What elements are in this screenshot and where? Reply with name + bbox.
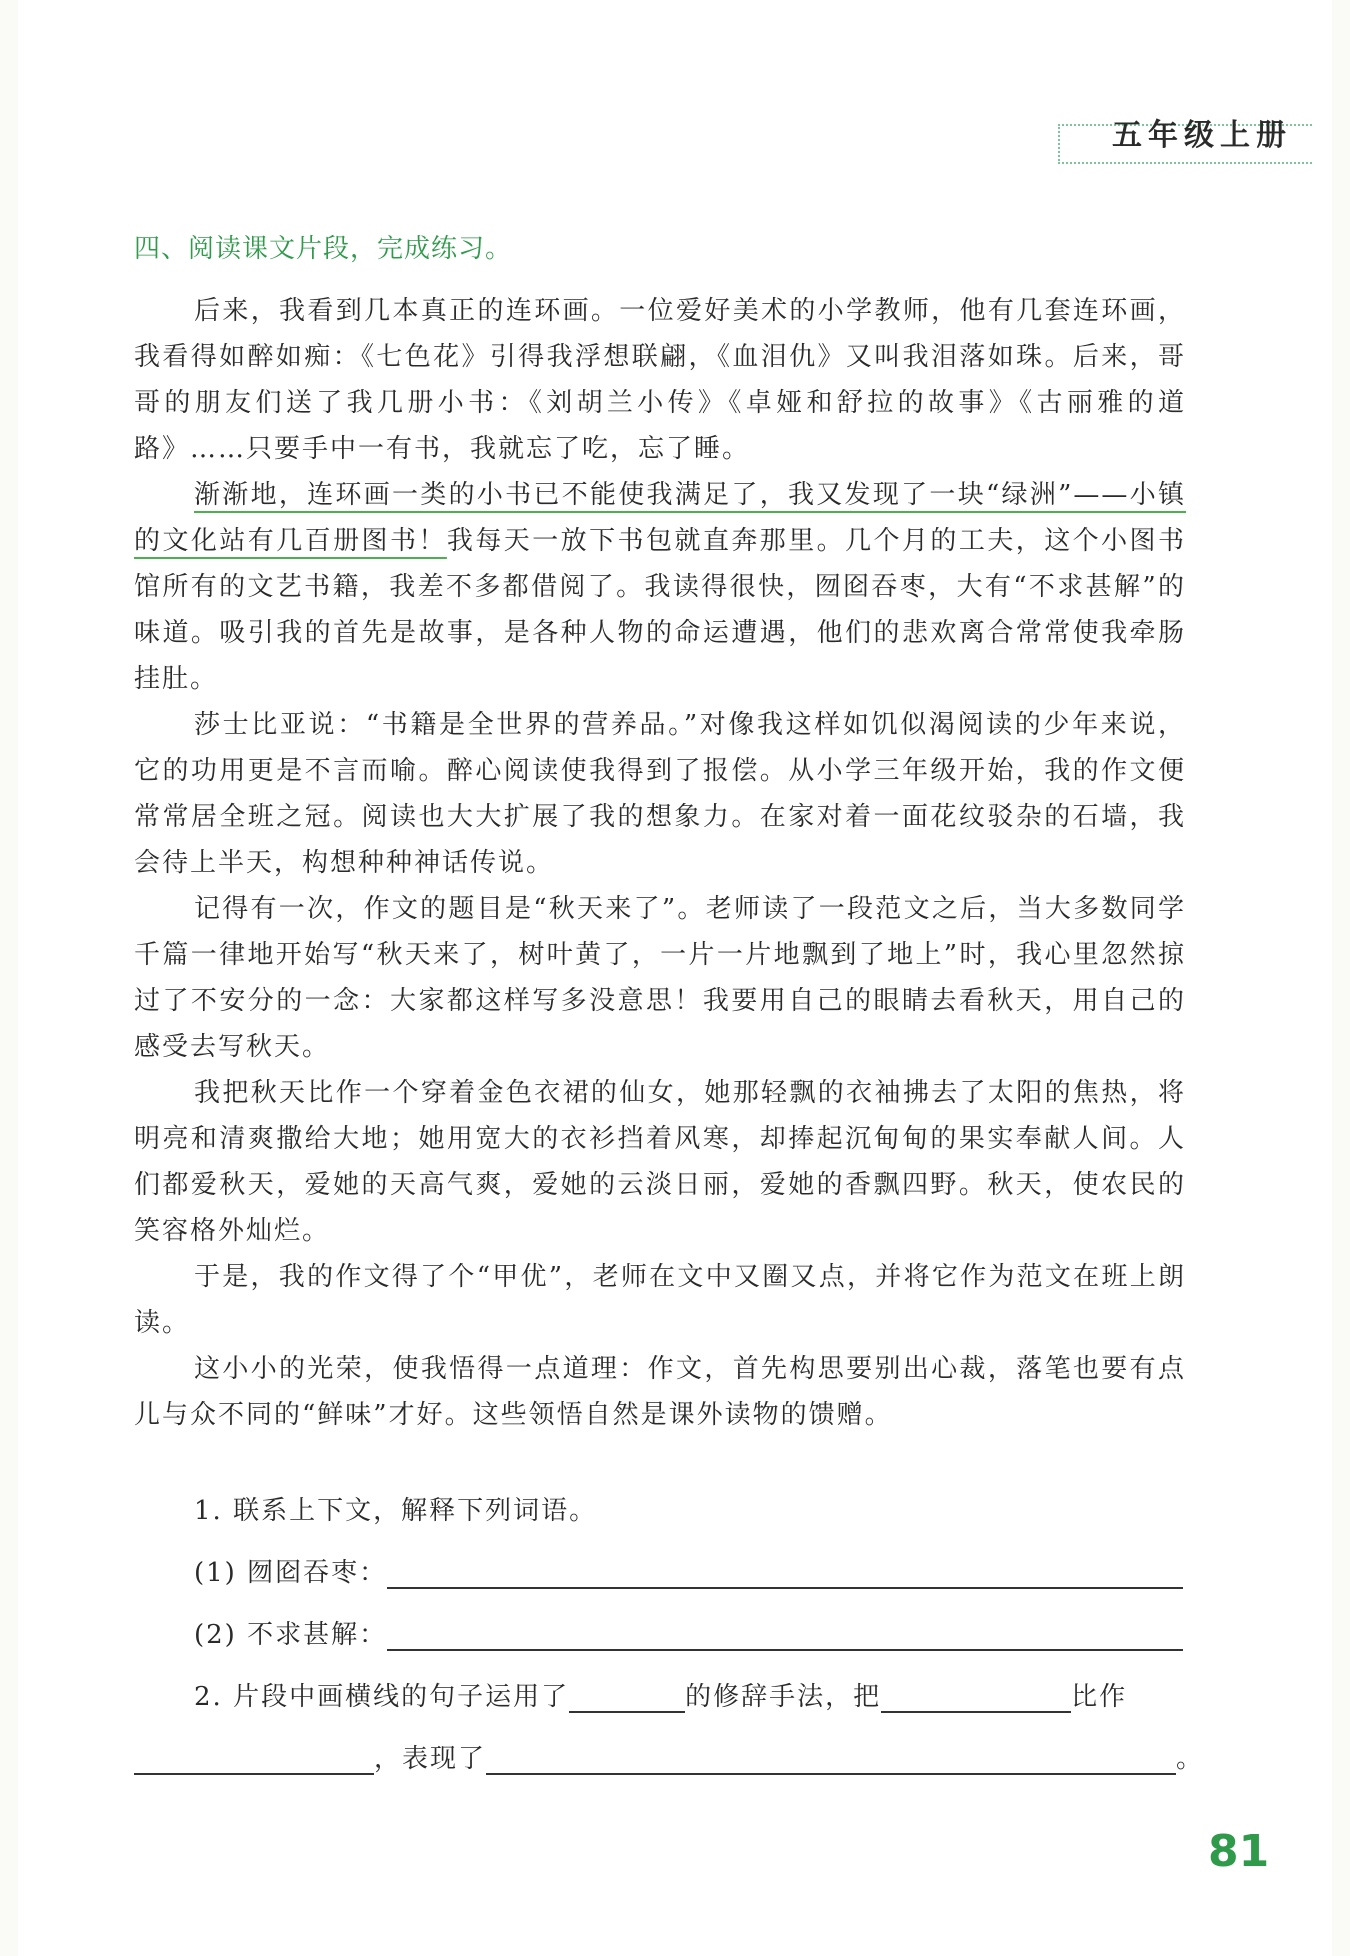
question-2-text-a: 2. 片段中画横线的句子运用了: [194, 1682, 570, 1712]
passage-paragraph-4: 记得有一次，作文的题目是“秋天来了”。老师读了一段范文之后，当大多数同学千篇一律地开始写“秋天来了，树叶黄了，一片一片地飘到了地上”时，我心里忽然掠过了不安分的一念：大家都这样写多没意思！我要用自己的眼睛去看秋天，用自己的感受去写秋天。: [134, 894, 1186, 1062]
question-1-part-1-label: (1) 囫囵吞枣：: [194, 1558, 388, 1588]
answer-blank-2a[interactable]: [569, 1681, 685, 1713]
passage-paragraph-7: 这小小的光荣，使我悟得一点道理：作文，首先构思要别出心裁，落笔也要有点儿与众不同的“鲜味”才好。这些领悟自然是课外读物的馈赠。: [134, 1354, 1186, 1430]
passage-paragraph-3: 莎士比亚说：“书籍是全世界的营养品。”对像我这样如饥似渴阅读的少年来说，它的功用更是不言而喻。醉心阅读使我得到了报偿。从小学三年级开始，我的作文便常常居全班之冠。阅读也大大扩展了我的想象力。在家对着一面花纹驳杂的石墙，我会待上半天，构想种种神话传说。: [134, 710, 1186, 878]
grade-label: 五年级上册: [1112, 118, 1292, 153]
question-2-text-b: 的修辞手法，把: [685, 1682, 882, 1712]
question-2-end: 。: [1176, 1744, 1205, 1774]
page-number: 81: [1208, 1826, 1270, 1877]
question-2-line-1: [194, 1676, 1127, 1713]
question-1-part-1: [194, 1552, 1183, 1589]
answer-blank-2b[interactable]: [881, 1681, 1071, 1713]
question-1-part-2-label: (2) 不求甚解：: [194, 1620, 388, 1650]
passage-paragraph-6: 于是，我的作文得了个“甲优”，老师在文中又圈又点，并将它作为范文在班上朗读。: [134, 1262, 1186, 1338]
passage-paragraph-2-rest: 我每天一放下书包就直奔那里。几个月的工夫，这个小图书馆所有的文艺书籍，我差不多都借阅了。我读得很快，囫囵吞枣，大有“不求甚解”的味道。吸引我的首先是故事，是各种人物的命运遭遇，他们的悲欢离合常常使我牵肠挂肚。: [134, 526, 1186, 694]
passage-paragraph-2: [134, 472, 1186, 702]
passage-paragraph-1: 后来，我看到几本真正的连环画。一位爱好美术的小学教师，他有几套连环画，我看得如醉如痴：《七色花》引得我浮想联翩，《血泪仇》又叫我泪落如珠。后来，哥哥的朋友们送了我几册小书：《刘胡兰小传》《卓娅和舒拉的故事》《古丽雅的道路》……只要手中一有书，我就忘了吃，忘了睡。: [134, 296, 1186, 464]
question-2-text-c: 比作: [1071, 1682, 1128, 1712]
question-2-line-2: [134, 1738, 1204, 1775]
answer-blank-2d[interactable]: [486, 1743, 1176, 1775]
section-title: 四、阅读课文片段，完成练习。: [134, 234, 513, 264]
underlined-sentence: 渐渐地，连环画一类的小书已不能使我满足了，我又发现了一块“绿洲”——小镇的文化站有几百册图书！: [134, 480, 1186, 556]
answer-blank-2c[interactable]: [134, 1743, 374, 1775]
question-1: 1. 联系上下文，解释下列词语。: [194, 1496, 598, 1526]
answer-blank-1b[interactable]: [387, 1619, 1183, 1651]
question-2-text-d: ，表现了: [374, 1744, 487, 1774]
question-1-part-2: [194, 1614, 1183, 1651]
reading-passage: [134, 288, 1186, 1438]
answer-blank-1a[interactable]: [387, 1557, 1183, 1589]
passage-paragraph-5: 我把秋天比作一个穿着金色衣裙的仙女，她那轻飘的衣袖拂去了太阳的焦热，将明亮和清爽撒给大地；她用宽大的衣衫挡着风寒，却捧起沉甸甸的果实奉献人间。人们都爱秋天，爱她的天高气爽，爱她的云淡日丽，爱她的香飘四野。秋天，使农民的笑容格外灿烂。: [134, 1078, 1186, 1246]
